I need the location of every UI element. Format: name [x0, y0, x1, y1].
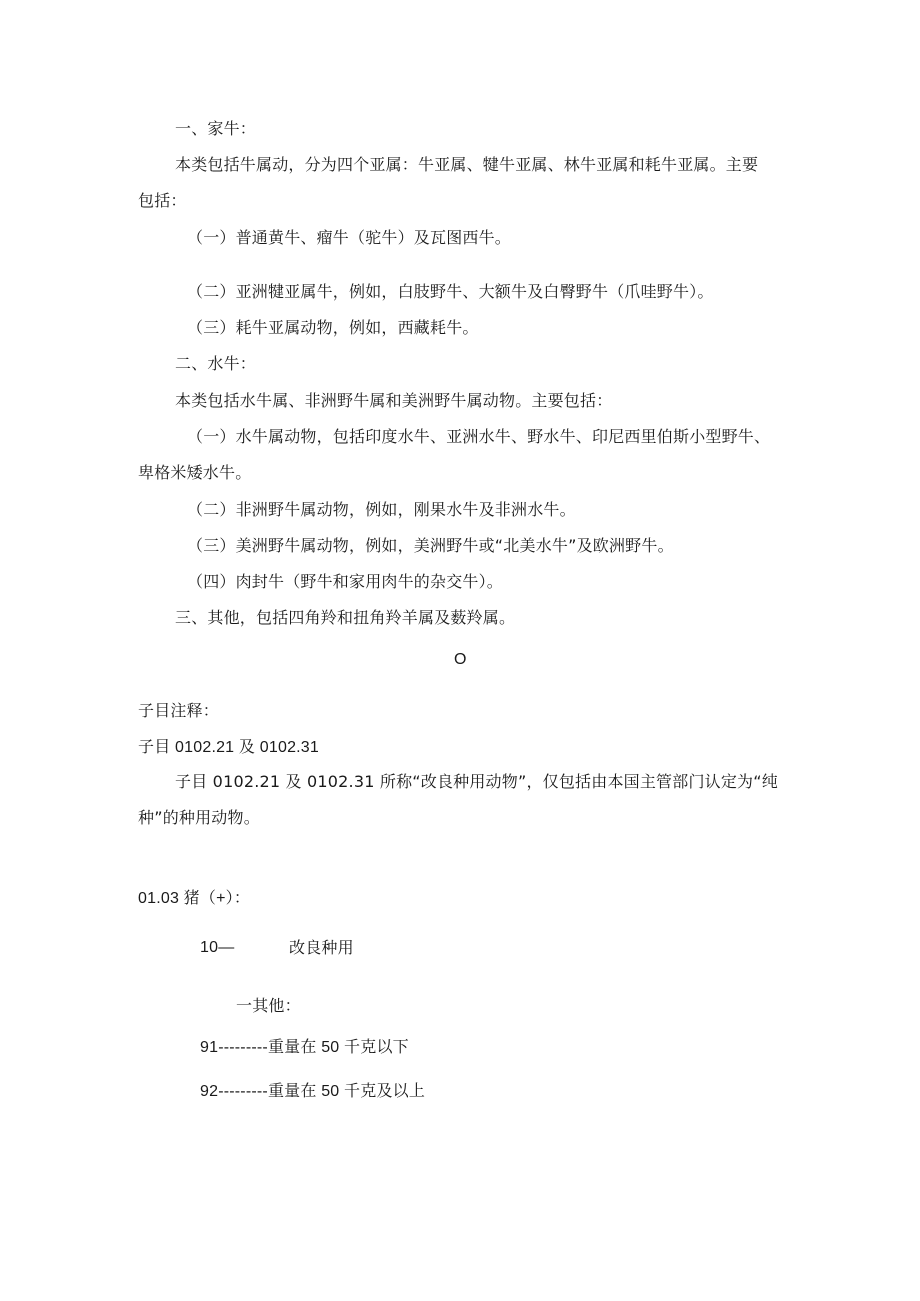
row-10-label: 改良种用 [289, 938, 354, 957]
row-10-code: 10— [200, 939, 235, 956]
cattle-heading: 一、家牛： [175, 119, 257, 138]
cattle-intro-line2: 包括： [138, 191, 187, 210]
subheading-notes-ref: 子目 0102.21 及 0102.31 [138, 739, 320, 756]
subheading-notes-body-line1: 子目 0102.21 及 0102.31 所称“改良种用动物”，仅包括由本国主管部门认定为“纯 [175, 772, 778, 791]
circle-mark: O [454, 651, 467, 668]
subheading-notes-body-line2: 种”的种用动物。 [138, 808, 260, 827]
buffalo-item-2: （二）非洲野牛属动物，例如，刚果水牛及非洲水牛。 [187, 500, 576, 519]
row-91: 91---------重量在 50 千克以下 [200, 1039, 409, 1056]
subheading-notes-title: 子目注释： [138, 701, 220, 720]
buffalo-item-3: （三）美洲野牛属动物，例如，美洲野牛或“北美水牛”及欧洲野牛。 [187, 536, 674, 555]
heading-0103-title: 01.03 猪（+）： [138, 890, 251, 907]
buffalo-item-1-line2: 卑格米矮水牛。 [138, 463, 252, 482]
cattle-item-1: （一）普通黄牛、瘤牛（驼牛）及瓦图西牛。 [187, 228, 512, 247]
buffalo-item-4: （四）肉封牛（野牛和家用肉牛的杂交牛）。 [187, 572, 504, 591]
other-text: 三、其他，包括四角羚和扭角羚羊属及薮羚属。 [175, 608, 516, 627]
row-other: 一其他： [236, 996, 301, 1015]
buffalo-heading: 二、水牛： [175, 354, 257, 373]
buffalo-intro: 本类包括水牛属、非洲野牛属和美洲野牛属动物。主要包括： [175, 391, 613, 410]
cattle-item-2: （二）亚洲犍亚属牛，例如，白肢野牛、大额牛及白臀野牛（爪哇野牛）。 [187, 282, 714, 301]
cattle-intro-line1: 本类包括牛属动，分为四个亚属：牛亚属、犍牛亚属、林牛亚属和耗牛亚属。主要 [175, 155, 759, 174]
buffalo-item-1-line1: （一）水牛属动物，包括印度水牛、亚洲水牛、野水牛、印尼西里伯斯小型野牛、 [187, 427, 771, 446]
row-92: 92---------重量在 50 千克及以上 [200, 1083, 426, 1100]
cattle-item-3: （三）耗牛亚属动物，例如，西藏耗牛。 [187, 318, 479, 337]
